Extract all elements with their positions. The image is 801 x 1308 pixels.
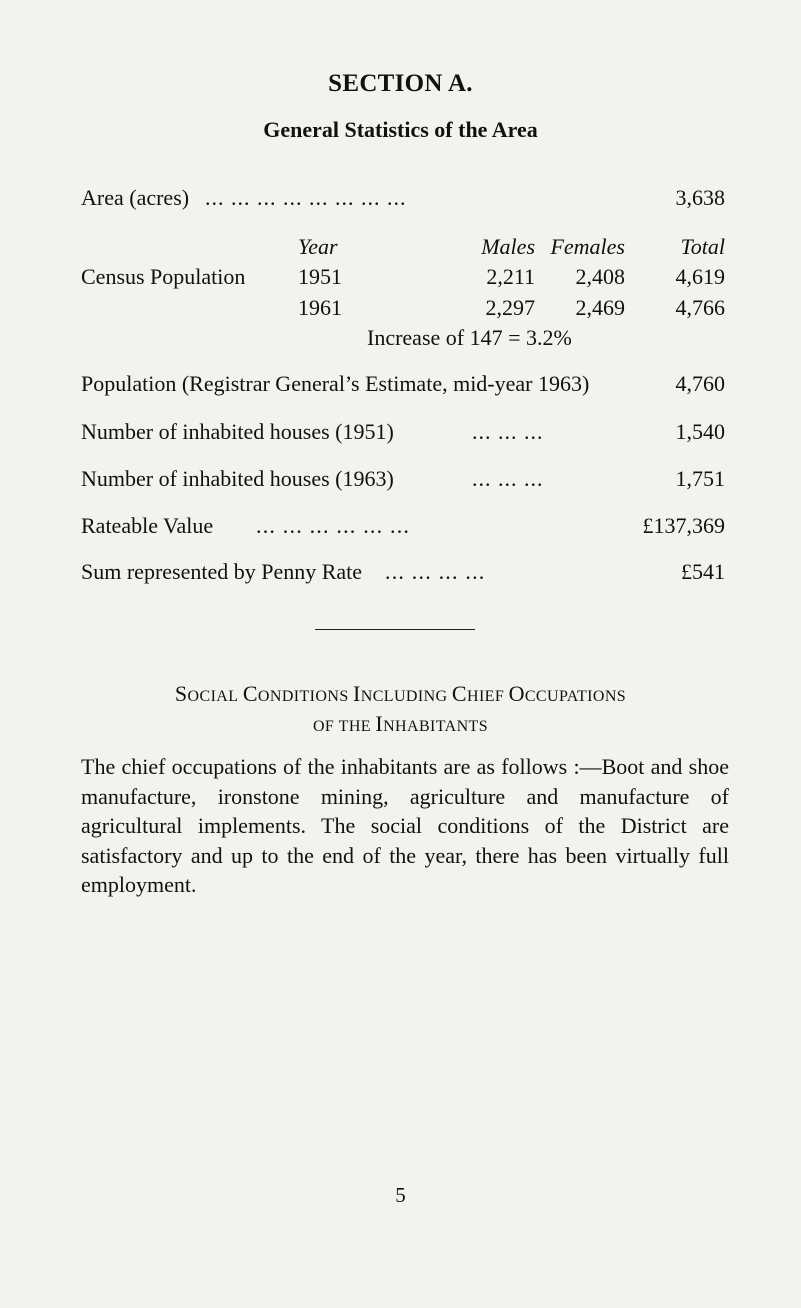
stat-label: Number of inhabited houses (1951) bbox=[81, 419, 394, 444]
heading-word: INHABITANTS bbox=[375, 711, 489, 736]
census-males: 2,211 bbox=[486, 264, 535, 289]
stat-value: 1,751 bbox=[675, 466, 725, 491]
stat-leader: ... ... ... ... bbox=[385, 559, 486, 584]
section-divider bbox=[315, 629, 475, 630]
census-header-total: Total bbox=[680, 234, 725, 259]
stat-label: Number of inhabited houses (1963) bbox=[81, 466, 394, 491]
census-females: 2,469 bbox=[575, 295, 625, 320]
stat-value: 4,760 bbox=[675, 371, 725, 396]
heading-word: CONDITIONS bbox=[242, 681, 349, 706]
heading-word: THE bbox=[338, 718, 371, 735]
page-subtitle: General Statistics of the Area bbox=[263, 117, 538, 142]
heading-word: CHIEF bbox=[451, 681, 505, 706]
stat-value: £137,369 bbox=[642, 513, 725, 538]
stat-leader: ... ... ... ... ... ... bbox=[256, 513, 411, 538]
census-increase: Increase of 147 = 3.2% bbox=[367, 325, 572, 350]
section-title: SECTION A. bbox=[328, 70, 473, 97]
stat-leader: ... ... ... bbox=[472, 419, 544, 444]
social-heading-line2 bbox=[0, 711, 801, 737]
page-number: 5 bbox=[395, 1183, 406, 1207]
social-heading-line1 bbox=[0, 681, 801, 707]
stat-value: 1,540 bbox=[675, 419, 725, 444]
census-females: 2,408 bbox=[575, 264, 625, 289]
census-year: 1951 bbox=[298, 264, 342, 289]
heading-word: INCLUDING bbox=[353, 681, 448, 706]
area-leader: ... ... ... ... ... ... ... ... bbox=[205, 185, 407, 210]
census-label: Census Population bbox=[81, 264, 246, 289]
census-header-males: Males bbox=[481, 234, 535, 259]
social-paragraph: The chief occupations of the inhabitants are as follows :—Boot and shoe manufacture, ironstone mining, agriculture and manufacture of agricultural implements. The social conditions of the District are satisfactory and up to the end of the year, there has been virtually full employment. bbox=[81, 754, 729, 897]
heading-word: OCCUPATIONS bbox=[508, 681, 627, 706]
stat-label: Population (Registrar General’s Estimate, mid-year 1963) bbox=[81, 371, 590, 396]
census-males: 2,297 bbox=[485, 295, 535, 320]
heading-word: OF bbox=[312, 718, 335, 735]
area-value: 3,638 bbox=[675, 185, 725, 210]
census-total: 4,619 bbox=[675, 264, 725, 289]
census-header-females: Females bbox=[550, 234, 625, 259]
stat-leader: ... ... ... bbox=[472, 466, 544, 491]
stat-label: Sum represented by Penny Rate bbox=[81, 559, 363, 584]
census-year: 1961 bbox=[298, 295, 342, 320]
census-header-year: Year bbox=[298, 234, 338, 259]
stat-label: Rateable Value bbox=[81, 513, 214, 538]
heading-word: SOCIAL bbox=[174, 681, 239, 706]
census-total: 4,766 bbox=[675, 295, 725, 320]
area-label: Area (acres) bbox=[81, 185, 190, 210]
stat-value: £541 bbox=[681, 559, 725, 584]
